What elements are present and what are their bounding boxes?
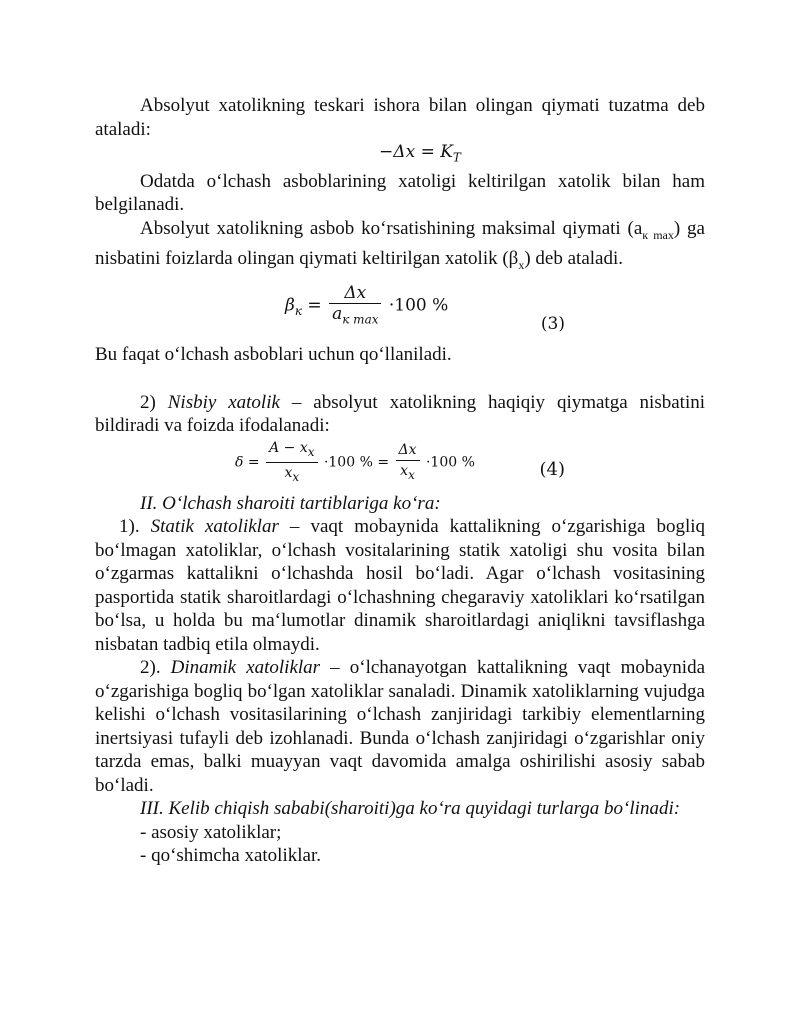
heading-measurement-conditions: II. O‘lchash sharoiti tartiblariga ko‘ra:: [140, 492, 441, 514]
document-page: [95, 94, 705, 868]
list-item: - asosiy xatoliklar;: [140, 821, 282, 843]
eq1-rhs-sub: T: [452, 150, 461, 165]
p6-number: 1).: [119, 516, 151, 538]
eq4-den1: x: [284, 464, 293, 481]
eq3-lhs: β: [285, 296, 295, 317]
list-item: - qo‘shimcha xatoliklar.: [140, 845, 321, 867]
eq4-num1: A − x: [269, 439, 308, 456]
eq4-num1-sub: x: [307, 444, 315, 459]
paragraph-reduced-error-definition: [95, 217, 705, 278]
heading-origin-cause: III. Kelib chiqish sababi(sharoiti)ga ko‘ra quyidagi turlarga bo‘linadi:: [140, 798, 681, 820]
p5-rest: – absolyut xatolikning haqiqiy qiymatga nisbatini bildiradi va foizda ifodalanadi:: [95, 391, 706, 437]
p7-rest: – o‘lchanayotgan kattalikning vaqt mobaynida o‘zgarishiga bogliq bo‘lgan xatoliklar sanaladi. Dinamik xatoliklarning vujudga kelishi o‘lchash vositasilarining o‘lchash zanjiridagi tarkibiy elementlarning inertsiyasi tufayli deb izohlanadi. Bunda o‘lchash zanjiridagi o‘zgarishlar oniy tarzda emas, balki muayyan vaqt davomida amalga oshirilishi asosiy sabab bo‘ladi.: [95, 657, 706, 796]
equation-4: δ = $\frac{A - x_x}{x_x}$ ·100 % = $\frac{\Delta x}{x_x}$ ·100 % (4): [95, 438, 705, 492]
eq4-tail: ·100 %: [425, 454, 475, 471]
eq4-den2: x: [400, 462, 409, 479]
eq4-number: (4): [539, 458, 565, 480]
eq4-fraction-2: [396, 440, 420, 485]
paragraph-dynamic-errors: [95, 656, 705, 797]
eq3-fraction: [329, 283, 381, 329]
p7-term: Dinamik xatoliklar: [170, 657, 321, 679]
paragraph-reduced-error-intro: Odatda o‘lchash asboblarining xatoligi keltirilgan xatolik bilan ham belgilanadi.: [95, 170, 705, 216]
p5-number: 2): [140, 391, 156, 413]
eq4-num2: Δx: [396, 440, 420, 461]
eq4-lhs: δ: [235, 454, 244, 471]
p3-sub2: х: [518, 257, 525, 272]
eq3-denominator: a: [332, 304, 343, 325]
eq4-den1-sub: x: [292, 469, 300, 484]
eq3-number: (3): [540, 314, 565, 335]
eq3-numerator: Δx: [329, 283, 381, 304]
p5-term: Nisbiy xatolik: [167, 391, 280, 413]
eq3-denominator-sub: к max: [342, 312, 379, 327]
eq3-lhs-sub: к: [294, 304, 302, 319]
eq4-fraction-1: [266, 438, 317, 487]
p3-pre: Absolyut xatolikning asbob ko‘rsatishining maksimal qiymati (a: [140, 217, 643, 239]
paragraph-correction-definition: Absolyut xatolikning teskari ishora bilan olingan qiymati tuzatma deb ataladi:: [95, 95, 705, 140]
eq4-den2-sub: x: [408, 467, 415, 482]
p3-mid: ) ga nisbatini foizlarda olingan qiymati keltirilgan xatolik (β: [95, 217, 705, 270]
eq1-equals: =: [420, 142, 435, 162]
eq3-tail: ·100 %: [388, 296, 449, 317]
paragraph-relative-error: [95, 391, 705, 438]
p3-sub1: к max: [642, 227, 674, 242]
equation-3: $\beta_к$ = $\frac{\Delta x}{a_{к max}}$ ·100 % (3): [95, 281, 705, 343]
p6-term: Statik xatoliklar: [150, 516, 279, 538]
p6-rest: – vaqt mobaynida kattalikning o‘zgarishiga bogliq bo‘lmagan xatoliklar, o‘lchash vositalarining statik xatoligi shu vosita bilan o‘zgarmas kattalikni o‘lchashda hosil bo‘ladi. Agar o‘lchash vositasining pasportida statik sharoitlardagi o‘lchashning chegaraviy xatoliklari ko‘rsatilgan bo‘lsa, u holda bu ma‘lumotlar dinamik sharoitlardagi aniqlikni tavsiflashga nisbatan tadbiq etila olmaydi.: [95, 516, 706, 655]
p7-number: 2).: [140, 657, 171, 679]
paragraph-applies-to-instruments: Bu faqat o‘lchash asboblari uchun qo‘llaniladi.: [95, 344, 452, 366]
eq1-lhs: −Δx: [379, 142, 416, 162]
paragraph-static-errors: [95, 515, 705, 656]
equation-correction: [95, 141, 705, 170]
p3-post: ) deb ataladi.: [524, 248, 623, 270]
eq1-rhs: K: [440, 142, 453, 162]
eq4-mid: ·100 % =: [323, 454, 390, 471]
